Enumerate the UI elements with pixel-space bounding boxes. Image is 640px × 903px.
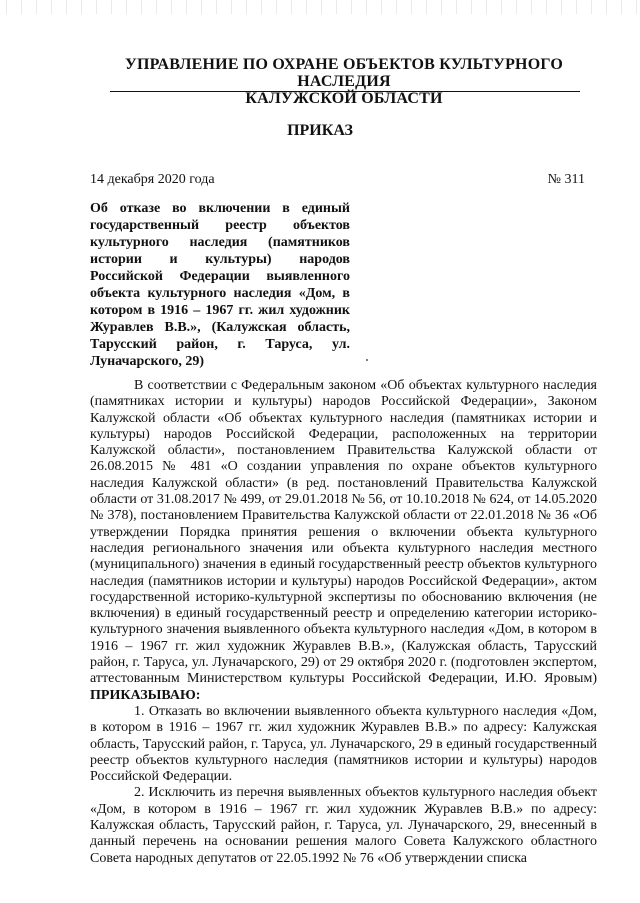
header-rule xyxy=(110,91,580,92)
issuer-name-line1: УПРАВЛЕНИЕ ПО ОХРАНЕ ОБЪЕКТОВ КУЛЬТУРНОГО НАСЛЕДИЯ xyxy=(125,56,563,90)
scan-edge-artifact xyxy=(0,0,640,14)
decree-word: ПРИКАЗЫВАЮ xyxy=(90,687,196,703)
issuer-name-line2: КАЛУЖСКОЙ ОБЛАСТИ xyxy=(245,90,443,107)
preamble-text: В соответствии с Федеральным законом «Об объектах культурного наследия (памятниках истории и культуры) народов Российской Федерации», Законом Калужской области «Об объектах культурного наследия (памятниках истории и культуры) народов Российской Федерации, расположенных на территории Калужской области», постановлением Правительства Калужской области от 26.08.2015 № 481 «О создании управления по охране объектов культурного наследия Калужской области» (в ред. постановлений Правительства Калужской области от 31.08.2017 № 499, от 29.01.2018 № 56, от 10.10.2018 № 624, от 14.05.2020 № 378), постановлением Правительства Калужской области от 22.01.2018 № 36 «Об утверждении Порядка принятия решения о включении объекта культурного наследия регионального значения или объекта культурного наследия местного (муниципального) значения в единый государственный реестр объектов культурного наследия (памятников истории и культуры) народов Российской Федерации», актом государственной историко-культурной экспертизы по обоснованию включения (не включения) в единый государственный реестр и определению категории историко-культурного значения выявленного объекта культурного наследия «Дом, в котором в 1916 – 1967 гг. жил художник Журавлев В.В.», (Калужская область, Тарусский район, г. Таруса, ул. Луначарского, 29) от 29 октября 2020 г. (подготовлен экспертом, аттестованным Министерством культуры Российской Федерации, И.Ю. Яровым) xyxy=(90,378,597,687)
document-body xyxy=(90,378,597,867)
document-number: № 311 xyxy=(547,172,585,187)
document-subject: Об отказе во включении в единый государственный реестр объектов культурного наследия (памятников истории и культуры) народов Российской Федерации выявленного объекта культурного наследия «Дом, в котором в 1916 – 1967 гг. жил художник Журавлев В.В.», (Калужская область, Тарусский район, г. Таруса, ул. Луначарского, 29) xyxy=(90,201,350,369)
scan-speck xyxy=(366,359,368,361)
preamble-paragraph: В соответствии с Федеральным законом «Об объектах культурного наследия (памятниках истории и культуры) народов Российской Федерации», Законом Калужской области «Об объектах культурного наследия (памятниках истории и культуры) народов Российской Федерации, расположенных на территории Калужской области», постановлением Правительства Калужской области от 26.08.2015 № 481 «О создании управления по охране объектов культурного наследия Калужской области» (в ред. постановлений Правительства Калужской области от 31.08.2017 № 499, от 29.01.2018 № 56, от 10.10.2018 № 624, от 14.05.2020 № 378), постановлением Правительства Калужской области от 22.01.2018 № 36 «Об утверждении Порядка принятия решения о включении объекта культурного наследия регионального значения или объекта культурного наследия местного (муниципального) значения в единый государственный реестр объектов культурного наследия (памятников истории и культуры) народов Российской Федерации», актом государственной историко-культурной экспертизы по обоснованию включения (не включения) в единый государственный реестр и определению категории историко-культурного значения выявленного объекта культурного наследия «Дом, в котором в 1916 – 1967 гг. жил художник Журавлев В.В.», (Калужская область, Тарусский район, г. Таруса, ул. Луначарского, 29) от 29 октября 2020 г. (подготовлен экспертом, аттестованным Министерством культуры Российской Федерации, И.Ю. Яровым) ПРИКАЗЫВАЮ: xyxy=(90,378,597,703)
order-item-1: 1. Отказать во включении выявленного объекта культурного наследия «Дом, в котором в 1916 – 1967 гг. жил художник Журавлев В.В.» по адресу: Калужская область, Тарусский район, г. Таруса, ул. Луначарского, 29 в единый государственный реестр объектов культурного наследия (памятников истории и культуры) народов Российской Федерации. xyxy=(90,703,597,785)
order-item-2: 2. Исключить из перечня выявленных объектов культурного наследия объект «Дом, в котором в 1916 – 1967 гг. жил художник Журавлев В.В.» по адресу: Калужская область, Тарусский район, г. Таруса, ул. Луначарского, 29, внесенный в данный перечень на основании решения малого Совета Калужского областного Совета народных депутатов от 22.05.1992 № 76 «Об утверждении списка xyxy=(90,785,597,866)
document-date: 14 декабря 2020 года xyxy=(90,172,215,187)
issuer-header xyxy=(100,56,588,107)
document-type: ПРИКАЗ xyxy=(287,122,353,139)
